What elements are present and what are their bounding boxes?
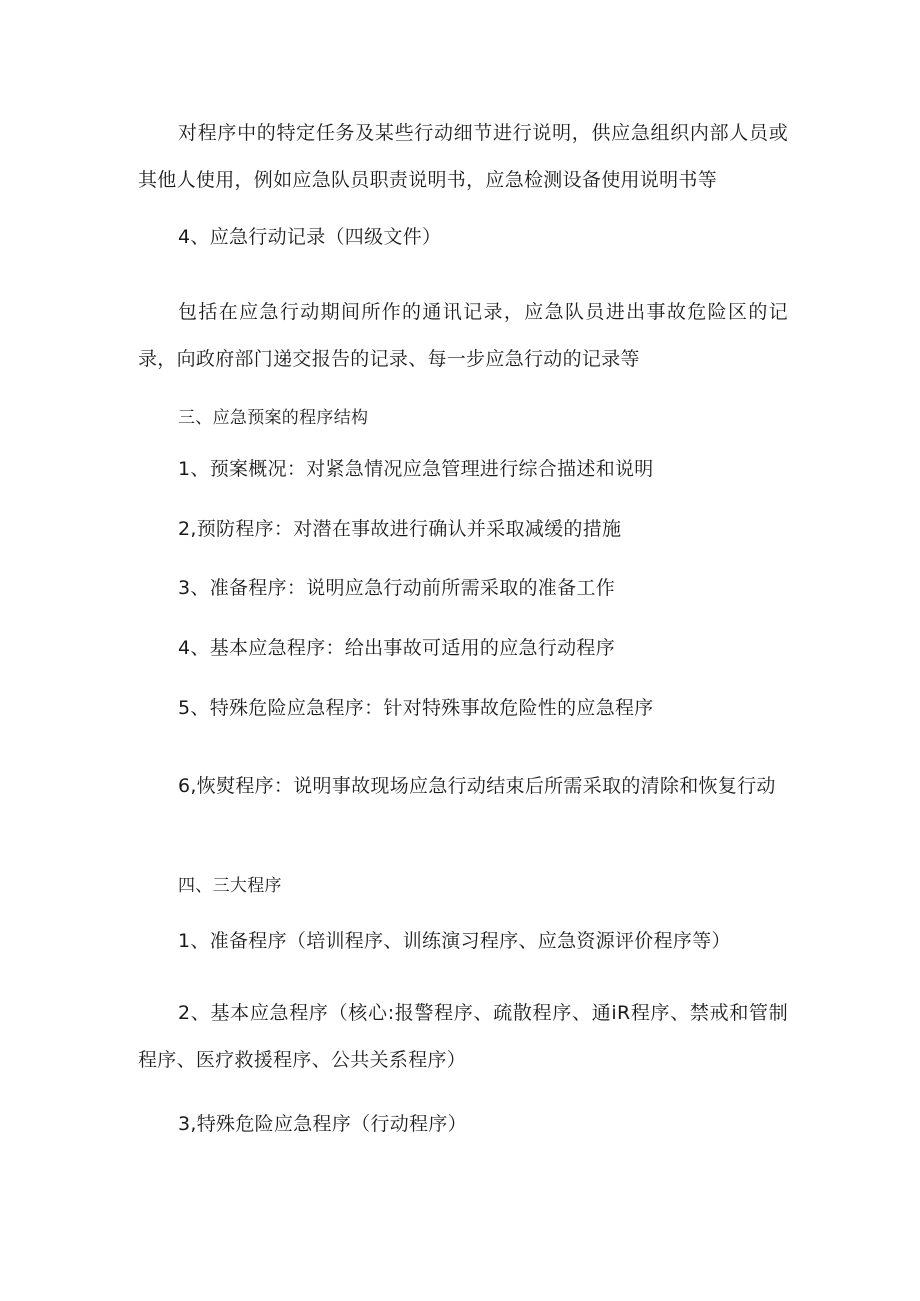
section-3-item-1: 1、预案概况：对紧急情况应急管理进行综合描述和说明 — [178, 458, 654, 480]
section-3-item-2: 2,预防程序：对潜在事故进行确认并采取减缓的措施 — [178, 518, 622, 540]
section-3-item-4: 4、基本应急程序：给出事故可适用的应急行动程序 — [178, 637, 615, 659]
section-3-item-6: 6,恢熨程序：说明事故现场应急行动结束后所需采取的清除和恢复行动 — [178, 775, 776, 797]
section-3-item-5: 5、特殊危险应急程序：针对特殊事故危险性的应急程序 — [178, 697, 654, 719]
paragraph-level3-description: 对程序中的特定任务及某些行动细节进行说明，供应急组织内部人员或其他人使用，例如应急队员职责说明书，应急检测设备使用说明书等 — [138, 122, 788, 191]
section-4-item-1: 1、准备程序（培训程序、训练演习程序、应急资源评价程序等） — [178, 930, 731, 952]
item-level4-records: 4、应急行动记录（四级文件） — [178, 226, 442, 248]
section-4-item-3: 3,特殊危险应急程序（行动程序） — [178, 1113, 467, 1135]
paragraph-level4-description: 包括在应急行动期间所作的通讯记录，应急队员进出事故危险区的记录，向政府部门递交报告的记录、每一步应急行动的记录等 — [138, 301, 788, 370]
section-3-heading: 三、应急预案的程序结构 — [178, 408, 369, 428]
section-3-item-3: 3、准备程序：说明应急行动前所需采取的准备工作 — [178, 577, 615, 599]
section-4-item-2: 2、基本应急程序（核心:报警程序、疏散程序、通iR程序、禁戒和管制程序、医疗救援程序、公共关系程序） — [138, 1002, 788, 1071]
section-4-heading: 四、三大程序 — [178, 876, 282, 896]
